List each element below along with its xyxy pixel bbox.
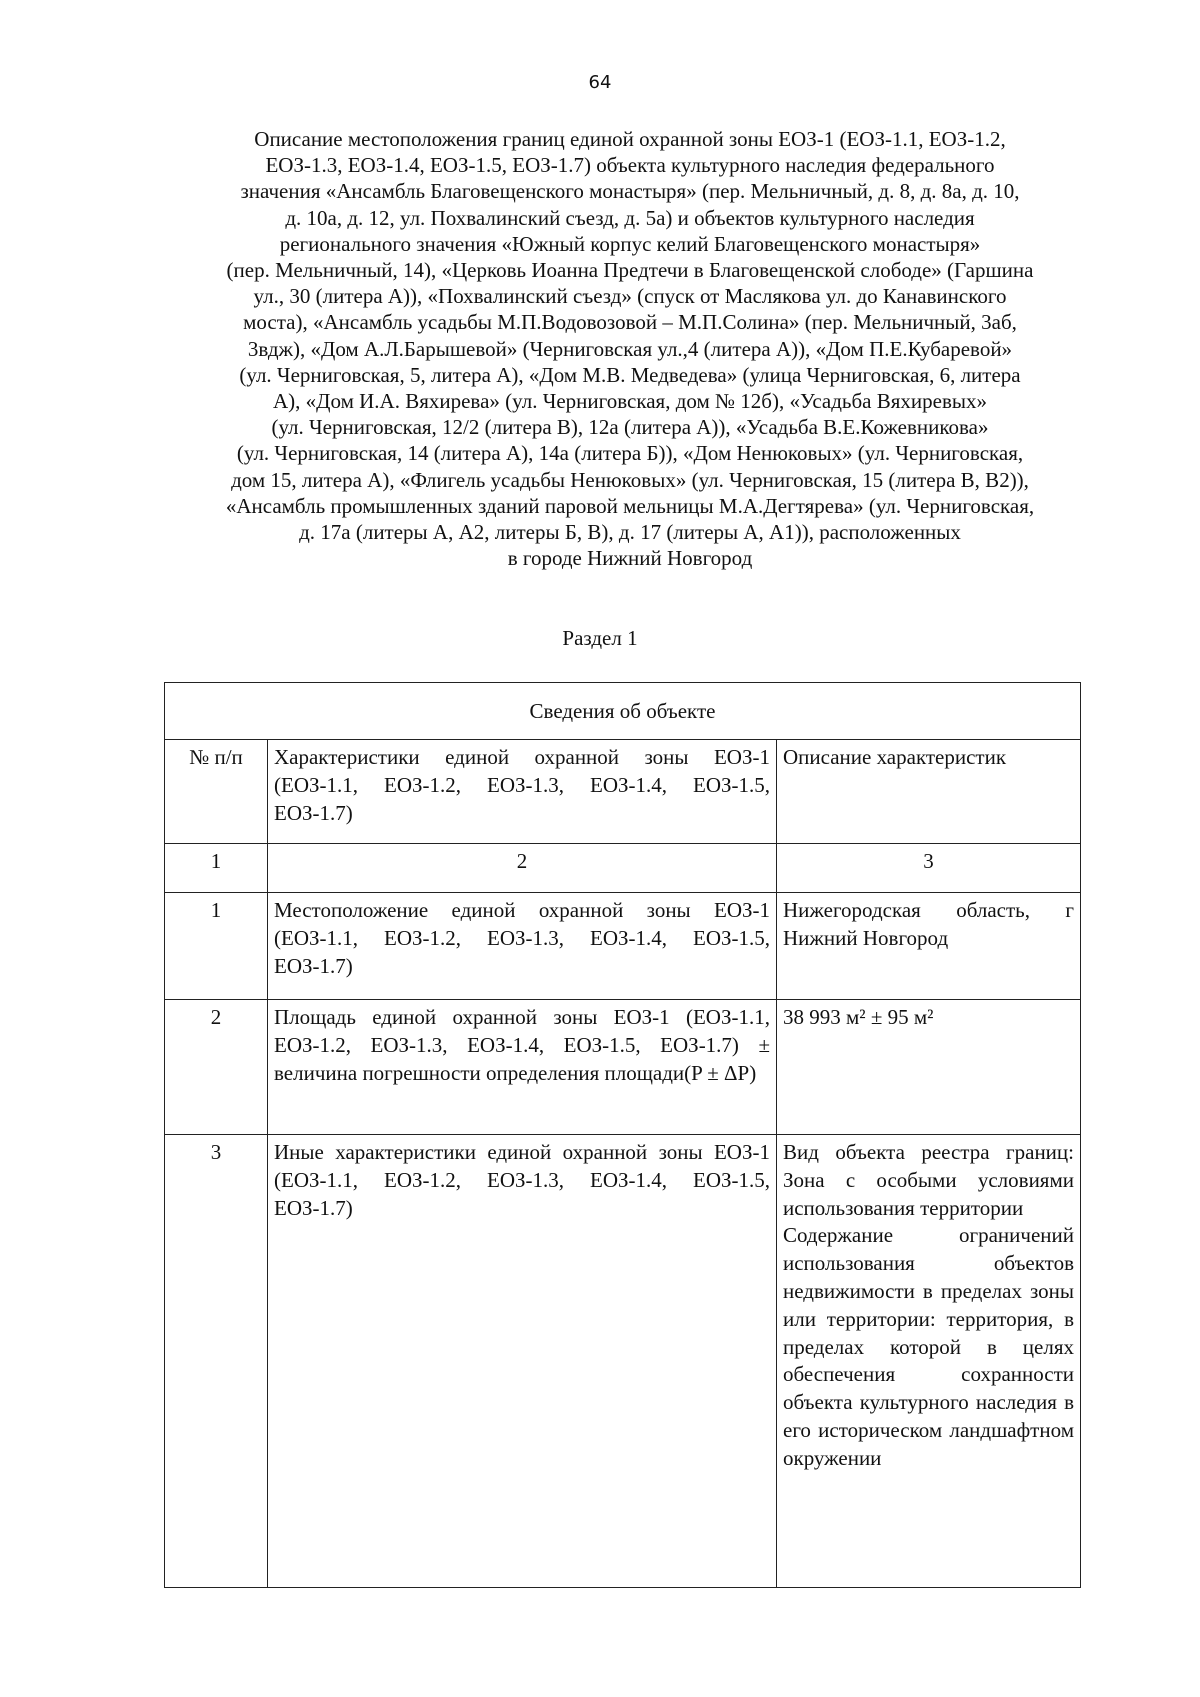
table-caption: Сведения об объекте [165,683,1081,740]
title-line: «Ансамбль промышленных зданий паровой мельницы М.А.Дегтярева» (ул. Черниговская, [225,493,1035,518]
table-row [165,893,1081,1000]
title-line: ЕОЗ-1.3, ЕОЗ-1.4, ЕОЗ-1.5, ЕОЗ-1.7) объекта культурного наследия федерального [265,153,995,178]
row-description: 38 993 м² ± 95 м² [777,1000,1081,1135]
row-number: 2 [165,1000,268,1135]
table-header-row [165,740,1081,844]
title-line: в городе Нижний Новгород [507,546,753,571]
title-line: Описание местоположения границ единой охранной зоны ЕОЗ-1 (ЕОЗ-1.1, ЕОЗ-1.2, [254,127,1006,151]
table-row [165,1135,1081,1588]
title-line: значения «Ансамбль Благовещенского монастыря» (пер. Мельничный, д. 8, д. 8а, д. 10, [240,179,1020,204]
title-line: моста), «Ансамбль усадьбы М.П.Водовозовой – М.П.Солина» (пер. Мельничный, 3аб, [243,310,1017,335]
title-line: (ул. Черниговская, 5, литера А), «Дом М.В. Медведева» (улица Черниговская, 6, литера [239,362,1021,387]
title-line: д. 10а, д. 12, ул. Похвалинский съезд, д. 5а) и объектов культурного наследия [285,205,975,230]
title-line: (пер. Мельничный, 14), «Церковь Иоанна Предтечи в Благовещенской слободе» (Гаршина [226,258,1034,283]
page-number: 64 [588,72,612,93]
row-description: Вид объекта реестра границ: Зона с особыми условиями использования территории [783,1140,1074,1220]
column-number: 3 [777,844,1081,893]
section-label: Раздел 1 [562,626,638,650]
row-number: 1 [165,893,268,1000]
table-row [165,1000,1081,1135]
object-info-table [164,682,1081,1588]
column-number: 1 [165,844,268,893]
title-line: (ул. Черниговская, 14 (литера А), 14а (литера Б)), «Дом Ненюковых» (ул. Черниговская, [236,441,1024,466]
header-characteristic: Характеристики единой охранной зоны ЕОЗ-1 (ЕОЗ-1.1, ЕОЗ-1.2, ЕОЗ-1.3, ЕОЗ-1.4, ЕОЗ-1.5, ЕОЗ-1.7) [268,740,777,844]
title-line: А), «Дом И.А. Вяхирева» (ул. Черниговская, дом № 12б), «Усадьба Вяхиревых» [273,389,987,414]
document-title [160,126,1100,571]
title-line: дом 15, литера А), «Флигель усадьбы Ненюковых» (ул. Черниговская, 15 (литера В, В2)), [231,467,1029,492]
row-characteristic: Иные характеристики единой охранной зоны ЕОЗ-1 (ЕОЗ-1.1, ЕОЗ-1.2, ЕОЗ-1.3, ЕОЗ-1.4, ЕОЗ-1.5, ЕОЗ-1.7) [268,1135,777,1588]
title-line: 3вдж), «Дом А.Л.Барышевой» (Черниговская ул.,4 (литера А)), «Дом П.Е.Кубаревой» [247,336,1013,361]
header-description: Описание характеристик [777,740,1081,844]
row-description-cell [777,1135,1081,1588]
title-line: ул., 30 (литера А)), «Похвалинский съезд» (спуск от Маслякова ул. до Канавинского [253,284,1007,309]
header-number: № п/п [165,740,268,844]
title-line: (ул. Черниговская, 12/2 (литера В), 12а (литера А)), «Усадьба В.Е.Кожевникова» [271,415,989,440]
row-description: Нижегородская область, г Нижний Новгород [777,893,1081,1000]
row-characteristic: Местоположение единой охранной зоны ЕОЗ-1 (ЕОЗ-1.1, ЕОЗ-1.2, ЕОЗ-1.3, ЕОЗ-1.4, ЕОЗ-1.5, ЕОЗ-1.7) [268,893,777,1000]
row-description-continued: Содержание ограничений использования объектов недвижимости в пределах зоны или территории: территория, в пределах которой в целях обеспечения сохранности объекта культурного наследия в его историческом ландшафтном окружении [783,1223,1074,1470]
column-number: 2 [268,844,777,893]
title-line: регионального значения «Южный корпус келий Благовещенского монастыря» [279,231,981,256]
title-line: д. 17а (литеры А, А2, литеры Б, В), д. 17 (литеры А, А1)), расположенных [299,520,961,545]
row-number: 3 [165,1135,268,1588]
row-characteristic: Площадь единой охранной зоны ЕОЗ-1 (ЕОЗ-1.1, ЕОЗ-1.2, ЕОЗ-1.3, ЕОЗ-1.4, ЕОЗ-1.5, ЕОЗ-1.7) ± величина погрешности определения площади(P ± ΔР) [268,1000,777,1135]
column-number-row [165,844,1081,893]
